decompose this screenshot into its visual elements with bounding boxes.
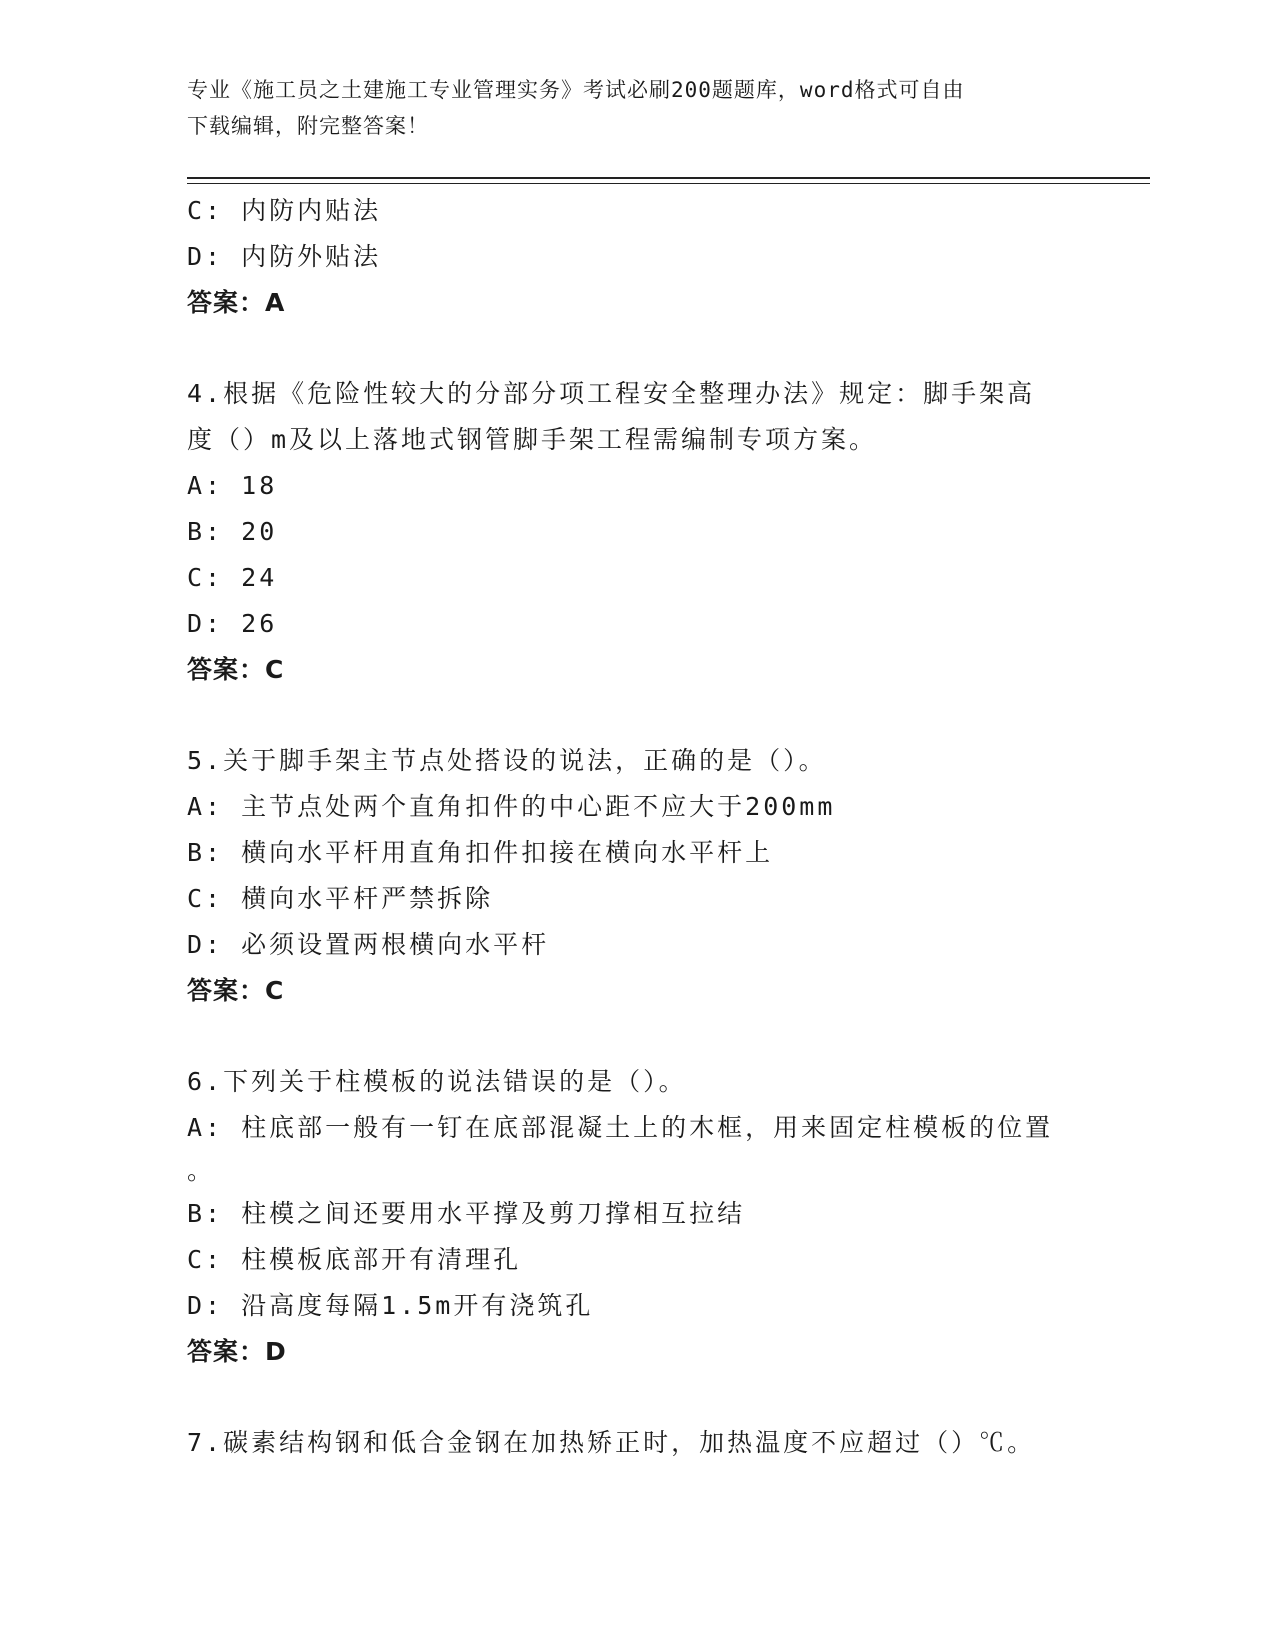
spacer xyxy=(187,1014,1087,1059)
option-d: D: 26 xyxy=(187,609,278,638)
question-stem-continued: 度（）m及以上落地式钢管脚手架工程需编制专项方案。 xyxy=(187,425,878,454)
option-a-continued: 。 xyxy=(187,1156,216,1185)
answer: 答案：A xyxy=(187,288,286,317)
document-header xyxy=(187,72,1087,144)
answer: 答案：D xyxy=(187,1337,287,1366)
question-5 xyxy=(187,738,1087,1014)
question-stem: 4.根据《危险性较大的分部分项工程安全整理办法》规定：脚手架高 xyxy=(187,379,1036,408)
option-d: D: 沿高度每隔1.5m开有浇筑孔 xyxy=(187,1291,594,1320)
question-3-continued xyxy=(187,188,1087,326)
spacer xyxy=(187,1375,1087,1420)
option-c: C: 内防内贴法 xyxy=(187,196,382,225)
spacer xyxy=(187,326,1087,371)
option-c: C: 24 xyxy=(187,563,278,592)
spacer xyxy=(187,693,1087,738)
question-stem: 5.关于脚手架主节点处搭设的说法，正确的是（）。 xyxy=(187,746,827,775)
question-stem: 6.下列关于柱模板的说法错误的是（）。 xyxy=(187,1067,687,1096)
option-d: D: 内防外贴法 xyxy=(187,242,382,271)
question-4 xyxy=(187,371,1087,693)
header-line-2: 下载编辑，附完整答案！ xyxy=(187,114,429,138)
option-a: A: 主节点处两个直角扣件的中心距不应大于200mm xyxy=(187,792,836,821)
header-divider-thin xyxy=(187,183,1150,184)
option-b: B: 20 xyxy=(187,517,278,546)
header-line-1: 专业《施工员之土建施工专业管理实务》考试必刷200题题库，word格式可自由 xyxy=(187,78,965,102)
question-list xyxy=(187,188,1087,1466)
answer: 答案：C xyxy=(187,976,285,1005)
option-a: A: 柱底部一般有一钉在底部混凝土上的木框，用来固定柱模板的位置 xyxy=(187,1113,1054,1142)
option-c: C: 柱模板底部开有清理孔 xyxy=(187,1245,522,1274)
option-b: B: 横向水平杆用直角扣件扣接在横向水平杆上 xyxy=(187,838,774,867)
question-7 xyxy=(187,1420,1087,1466)
question-6 xyxy=(187,1059,1087,1375)
header-divider-thick xyxy=(187,177,1150,179)
option-c: C: 横向水平杆严禁拆除 xyxy=(187,884,494,913)
answer: 答案：C xyxy=(187,655,285,684)
question-stem: 7.碳素结构钢和低合金钢在加热矫正时，加热温度不应超过（）℃。 xyxy=(187,1428,1036,1457)
option-b: B: 柱模之间还要用水平撑及剪刀撑相互拉结 xyxy=(187,1199,746,1228)
option-a: A: 18 xyxy=(187,471,278,500)
option-d: D: 必须设置两根横向水平杆 xyxy=(187,930,550,959)
